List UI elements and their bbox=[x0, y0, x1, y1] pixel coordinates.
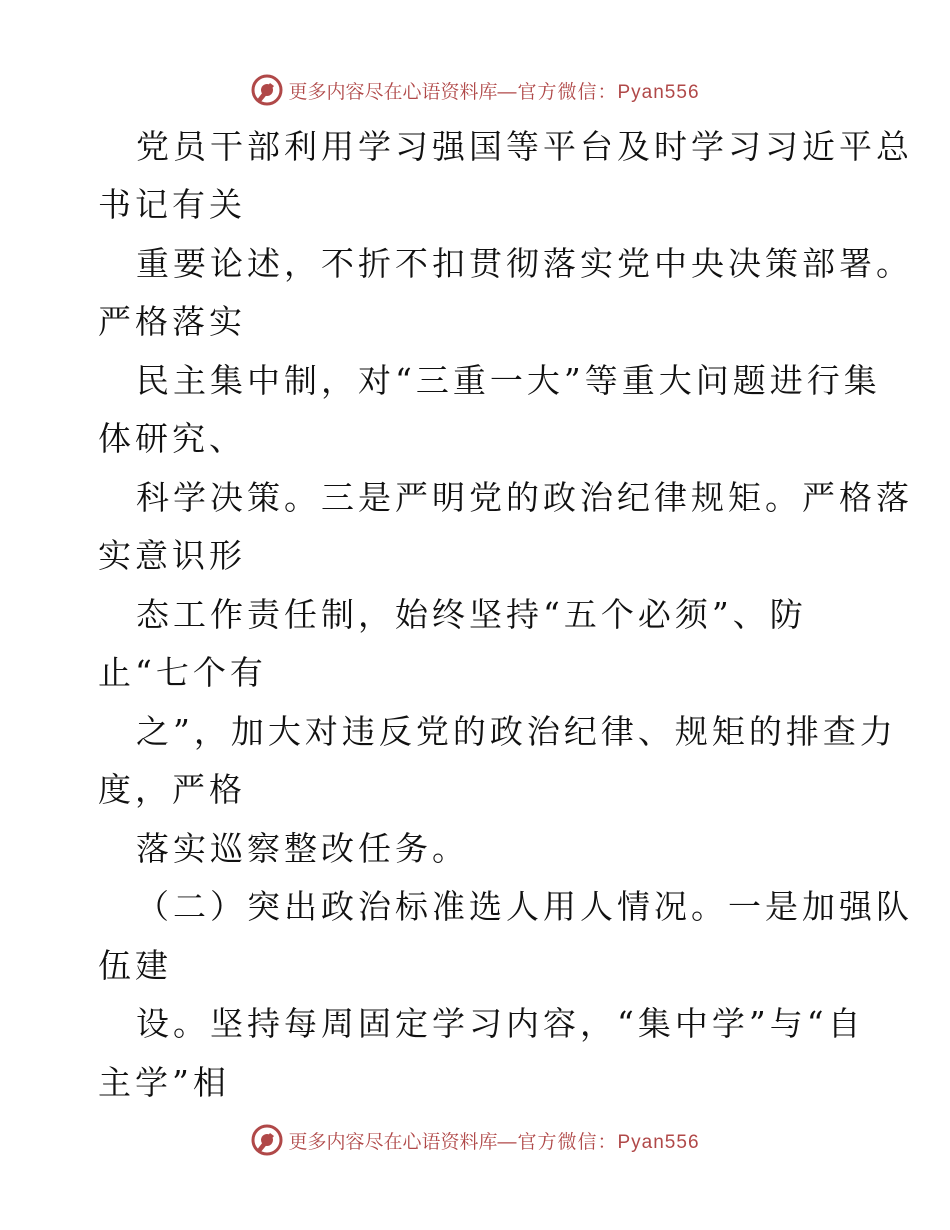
header-banner bbox=[0, 70, 950, 110]
logo-icon bbox=[250, 1123, 284, 1157]
text-line: 设。坚持每周固定学习内容，“集中学”与“自 bbox=[136, 1004, 865, 1043]
text-line: 民主集中制，对“三重一大”等重大问题进行集 bbox=[136, 361, 881, 400]
text-line: 体研究、 bbox=[98, 419, 246, 458]
text-line: 止“七个有 bbox=[98, 653, 267, 692]
footer-banner bbox=[0, 1120, 950, 1160]
text-line: （二）突出政治标准选人用人情况。一是加强队 bbox=[136, 887, 913, 926]
text-line: 科学决策。三是严明党的政治纪律规矩。严格落 bbox=[136, 478, 913, 517]
banner-main-text: 更多内容尽在心语资料库 bbox=[288, 1130, 498, 1153]
text-line: 严格落实 bbox=[98, 302, 246, 341]
text-line: 书记有关 bbox=[98, 185, 246, 224]
text-line: 度，严格 bbox=[98, 770, 246, 809]
text-line: 党员干部利用学习强国等平台及时学习习近平总 bbox=[136, 127, 913, 166]
text-line: 主学”相 bbox=[98, 1063, 230, 1102]
text-line: 落实巡察整改任务。 bbox=[136, 829, 469, 868]
banner-sub-text: —官方微信：Pyan556 bbox=[497, 81, 700, 103]
banner-main-text: 更多内容尽在心语资料库 bbox=[288, 80, 498, 103]
text-line: 态工作责任制，始终坚持“五个必须”、防 bbox=[136, 595, 807, 634]
text-line: 实意识形 bbox=[98, 536, 246, 575]
text-line: 伍建 bbox=[98, 946, 172, 985]
logo-icon bbox=[250, 73, 284, 107]
text-line: 之”，加大对违反党的政治纪律、规矩的排查力 bbox=[136, 712, 897, 751]
text-line: 重要论述，不折不扣贯彻落实党中央决策部署。 bbox=[136, 244, 913, 283]
banner-sub-text: —官方微信：Pyan556 bbox=[497, 1131, 700, 1153]
